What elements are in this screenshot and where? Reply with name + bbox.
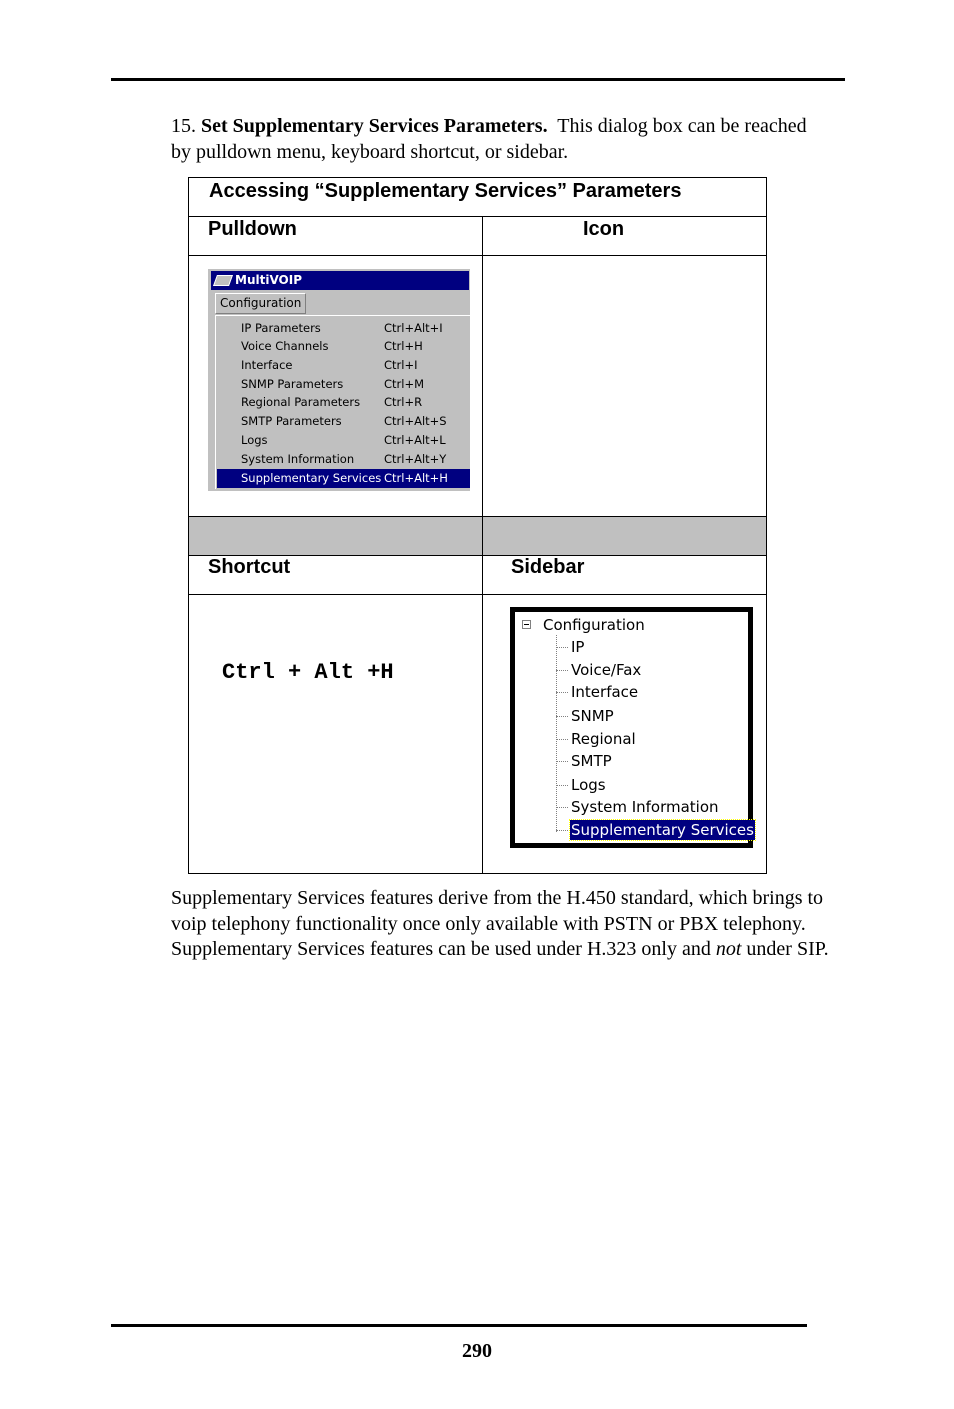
- menu-item-system-information[interactable]: [217, 450, 470, 469]
- tree-item-label: SMTP: [571, 752, 612, 770]
- tree-item-label: Voice/Fax: [571, 661, 642, 679]
- menu-item-shortcut: Ctrl+I: [384, 358, 418, 372]
- menu-item-label: Voice Channels: [241, 339, 329, 353]
- shortcut-keys: Ctrl + Alt +H: [222, 660, 394, 685]
- menu-item-label: SNMP Parameters: [241, 377, 344, 391]
- tree-item-label: Regional: [571, 730, 636, 748]
- body-text-2: under SIP.: [741, 938, 829, 960]
- menu-item-shortcut: Ctrl+R: [384, 395, 423, 409]
- collapse-toggle-icon[interactable]: [522, 620, 531, 629]
- gray-band: [189, 517, 766, 556]
- tree-item-label: Supplementary Services: [571, 821, 754, 839]
- col-header-icon: Icon: [583, 218, 625, 240]
- menu-item-snmp-parameters[interactable]: [217, 375, 470, 394]
- body-paragraph: [171, 886, 836, 963]
- menu-item-shortcut: Ctrl+M: [384, 377, 425, 391]
- menu-titlebar: [211, 271, 469, 290]
- menu-item-label: System Information: [241, 452, 355, 466]
- menu-item-ip-parameters[interactable]: [217, 319, 470, 338]
- menu-item-label: SMTP Parameters: [241, 414, 342, 428]
- footer-rule: [111, 1324, 807, 1327]
- multivoip-app-icon: [213, 275, 233, 286]
- header-rule: [111, 78, 845, 81]
- tree-item-label: Interface: [571, 683, 639, 701]
- tree-item-label: System Information: [571, 798, 719, 816]
- menu-item-voice-channels[interactable]: [217, 337, 470, 356]
- menu-item-label: IP Parameters: [241, 321, 321, 335]
- body-emphasis: not: [715, 938, 742, 960]
- menu-item-regional-parameters[interactable]: [217, 393, 470, 412]
- pulldown-menu-screenshot: [207, 268, 470, 491]
- tree-item-label: SNMP: [571, 707, 614, 725]
- col-header-shortcut: Shortcut: [208, 556, 291, 578]
- menu-item-label: Logs: [241, 433, 268, 447]
- tree-root-configuration[interactable]: Configuration: [543, 616, 645, 634]
- menu-item-shortcut: Ctrl+H: [384, 339, 423, 353]
- step-number: 15.: [171, 115, 196, 137]
- menu-app-title: MultiVOIP: [235, 273, 302, 287]
- sidebar-tree-screenshot: [510, 607, 753, 848]
- tree-connector-line: [556, 635, 557, 832]
- menu-item-shortcut: Ctrl+Alt+H: [384, 471, 448, 485]
- menu-item-shortcut: Ctrl+Alt+I: [384, 321, 443, 335]
- col-header-pulldown: Pulldown: [208, 218, 297, 240]
- step-heading: Set Supplementary Services Parameters.: [201, 115, 548, 137]
- menu-item-label: Supplementary Services: [241, 471, 382, 485]
- menu-item-label: Interface: [241, 358, 293, 372]
- menu-item-supplementary-services[interactable]: [217, 469, 470, 488]
- intro-text: This dialog box can be reached by pulldown menu, keyboard shortcut, or sidebar.: [171, 115, 807, 163]
- menu-item-shortcut: Ctrl+Alt+L: [384, 433, 446, 447]
- tree-item-label: Logs: [571, 776, 606, 794]
- table-title: Accessing “Supplementary Services” Parameters: [209, 180, 682, 202]
- menu-item-label: Regional Parameters: [241, 395, 361, 409]
- body-text-1: Supplementary Services features derive from the H.450 standard, which brings to voip telephony functionality once only available with PSTN or PBX telephony. Supplementary Services features can be used under H.323 only and: [171, 887, 824, 960]
- menu-item-interface[interactable]: [217, 356, 470, 375]
- menu-item-shortcut: Ctrl+Alt+S: [384, 414, 447, 428]
- menu-bar-configuration[interactable]: Configuration: [215, 293, 306, 314]
- menu-dropdown: [215, 315, 470, 489]
- intro-paragraph: [171, 113, 831, 165]
- menu-item-shortcut: Ctrl+Alt+Y: [384, 452, 447, 466]
- page-number: 290: [462, 1340, 492, 1362]
- menu-item-smtp-parameters[interactable]: [217, 412, 470, 431]
- tree-item-label: IP: [571, 638, 585, 656]
- menu-item-logs[interactable]: [217, 431, 470, 450]
- col-header-sidebar: Sidebar: [511, 556, 585, 578]
